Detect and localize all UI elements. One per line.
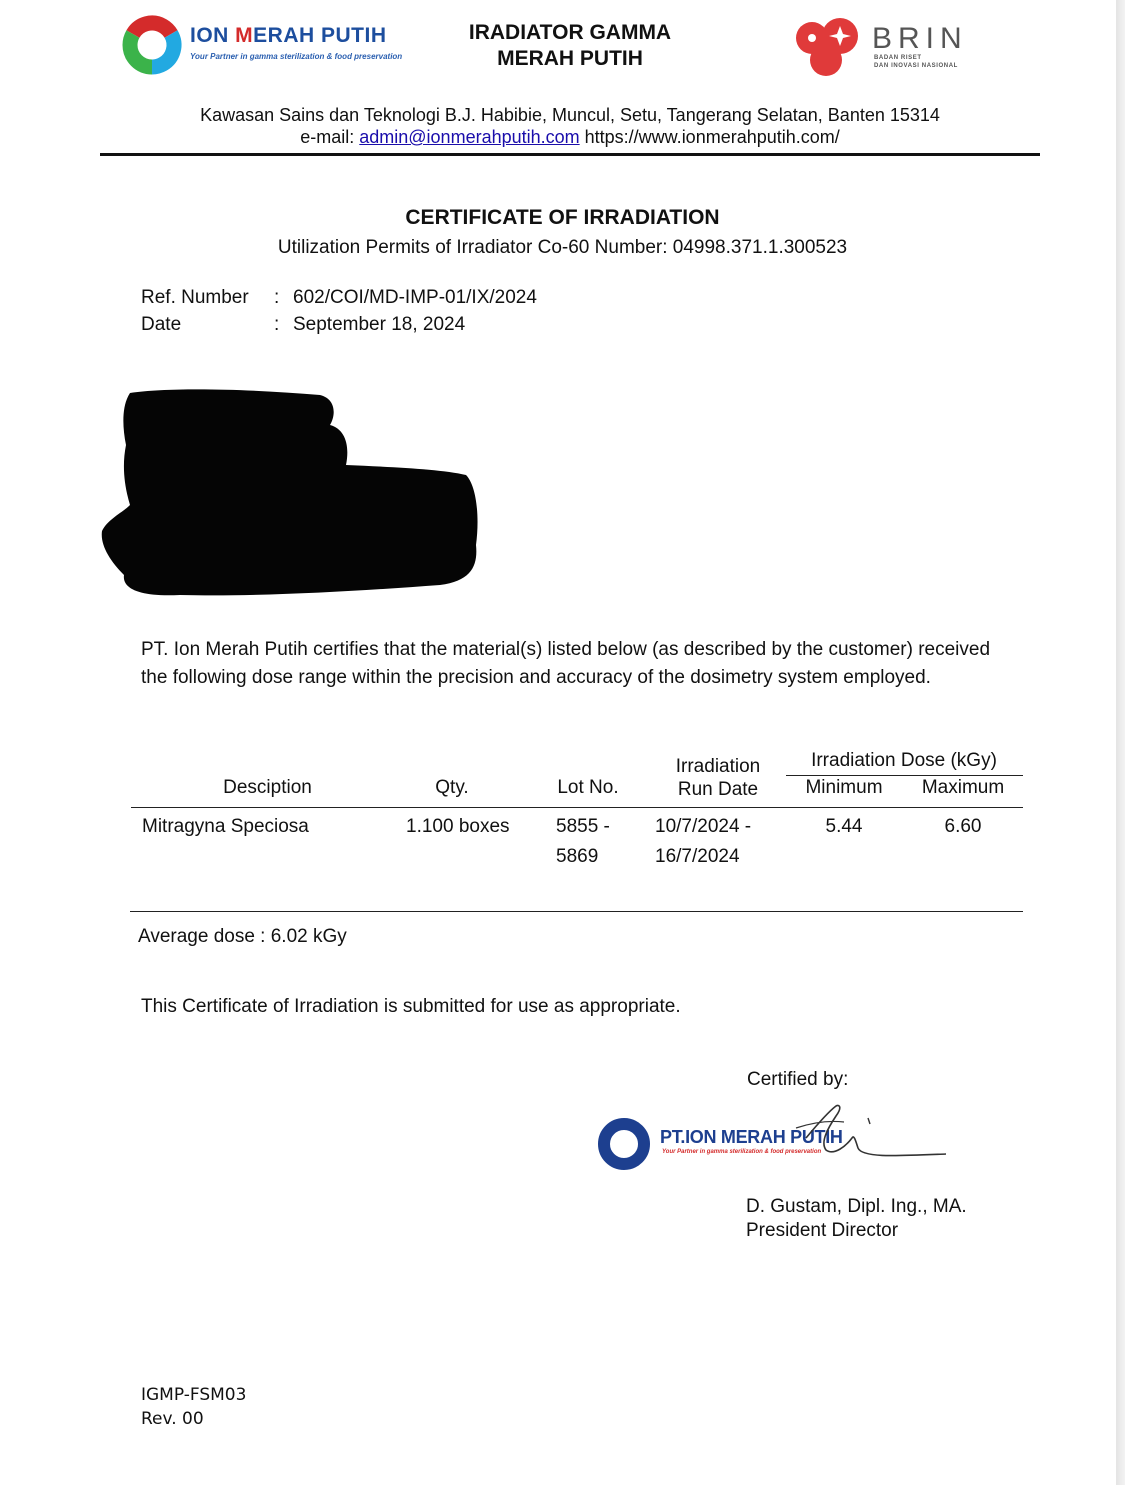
header-title-line1: IRADIATOR GAMMA xyxy=(468,21,672,44)
address-line: Kawasan Sains dan Teknologi B.J. Habibie, Muncul, Setu, Tangerang Selatan, Banten 15314 xyxy=(200,105,940,125)
row-description: Mitragyna Speciosa xyxy=(142,816,309,837)
ref-colon: : xyxy=(274,287,280,308)
certificate-subtitle: Utilization Permits of Irradiator Co-60 Number: 04998.371.1.300523 xyxy=(277,237,848,258)
logo-wordmark: ION MERAH PUTIH xyxy=(190,24,387,47)
company-stamp xyxy=(596,1098,956,1178)
address-block xyxy=(100,104,1040,148)
average-dose: Average dose : 6.02 kGy xyxy=(138,926,347,947)
redacted-customer-block xyxy=(100,385,500,605)
ref-number-label: Ref. Number xyxy=(141,287,249,308)
signer-name: D. Gustam, Dipl. Ing., MA. xyxy=(746,1196,967,1217)
brin-logo xyxy=(790,12,990,82)
contact-line xyxy=(100,126,1040,148)
row-lot-line2: 5869 xyxy=(556,846,599,867)
date-label: Date xyxy=(141,314,182,335)
row-qty: 1.100 boxes xyxy=(406,816,510,837)
website-text: https://www.ionmerahputih.com/ xyxy=(584,127,840,147)
col-min-header: Minimum xyxy=(805,777,883,798)
table-bottom-rule xyxy=(130,911,1023,912)
certification-statement: PT. Ion Merah Putih certifies that the material(s) listed below (as described by the customer) received the following dose range within the precision and accuracy of the dosimetry system employed. xyxy=(141,639,991,688)
header-title xyxy=(440,20,700,72)
row-min-dose: 5.44 xyxy=(825,816,863,837)
signer-block xyxy=(746,1195,967,1243)
brin-mark-icon xyxy=(790,14,864,78)
email-label: e-mail: xyxy=(300,127,355,147)
col-run-date-header-line1: Irradiation xyxy=(675,756,761,777)
brin-subtitle: BADAN RISET DAN INOVASI NASIONAL xyxy=(874,55,958,69)
submitted-statement: This Certificate of Irradiation is submitted for use as appropriate. xyxy=(141,996,681,1017)
header-title-line2: MERAH PUTIH xyxy=(497,47,643,70)
row-run-date-line2: 16/7/2024 xyxy=(655,846,740,867)
header-divider xyxy=(100,153,1040,156)
col-description-header: Desciption xyxy=(223,777,312,798)
handwritten-signature xyxy=(596,1098,956,1178)
certificate-title: CERTIFICATE OF IRRADIATION xyxy=(405,206,720,229)
revision-number: Rev. 00 xyxy=(141,1409,204,1429)
col-max-header: Maximum xyxy=(921,777,1005,798)
certified-by-label: Certified by: xyxy=(747,1069,849,1090)
document-footer xyxy=(141,1383,246,1431)
email-link[interactable]: admin@ionmerahputih.com xyxy=(359,127,580,147)
col-qty-header: Qty. xyxy=(435,777,469,798)
stamp-tagline: Your Partner in gamma sterilization & food preservation xyxy=(662,1149,822,1155)
stamp-company-name: PT.ION MERAH PUTIH xyxy=(660,1127,843,1147)
ring-logo-icon xyxy=(120,13,184,77)
table-header-rule xyxy=(131,807,1023,808)
logo-tagline: Your Partner in gamma sterilization & food preservation xyxy=(190,52,403,61)
row-run-date-line1: 10/7/2024 - xyxy=(655,816,752,837)
signer-title: President Director xyxy=(746,1220,899,1241)
col-run-date-header-line2: Run Date xyxy=(677,779,759,800)
ref-number-value: 602/COI/MD-IMP-01/IX/2024 xyxy=(293,287,537,308)
brin-wordmark: BRIN xyxy=(872,22,968,55)
row-max-dose: 6.60 xyxy=(944,816,982,837)
date-colon: : xyxy=(274,314,280,335)
row-lot-line1: 5855 - xyxy=(556,816,610,837)
col-lot-header: Lot No. xyxy=(557,777,619,798)
ion-merah-putih-logo xyxy=(118,10,418,82)
dose-group-header: Irradiation Dose (kGy) xyxy=(811,750,997,771)
date-value: September 18, 2024 xyxy=(293,314,466,335)
dose-group-underline xyxy=(786,775,1023,776)
form-code: IGMP-FSM03 xyxy=(141,1385,247,1405)
